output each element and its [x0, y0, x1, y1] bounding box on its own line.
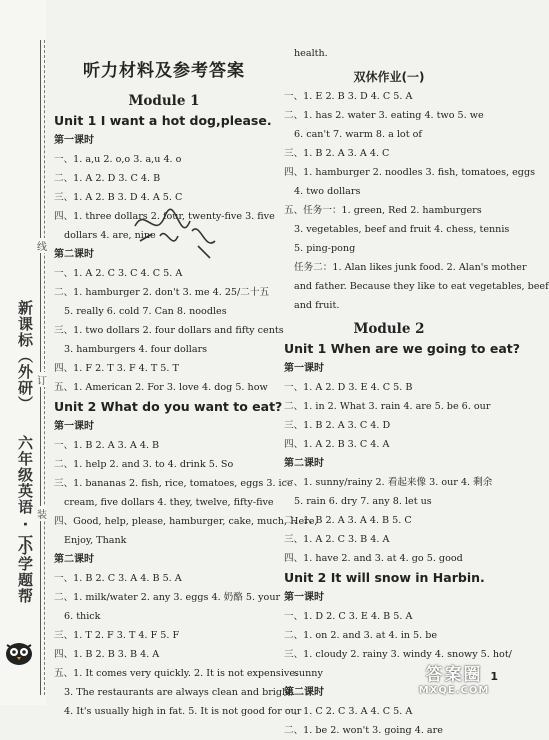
unit-1-title: Unit 1 I want a hot dog,please. [54, 113, 272, 128]
answer-line: 3. The restaurants are always clean and bright. [64, 687, 296, 698]
lesson-2-heading: 第二课时 [284, 687, 324, 698]
watermark-bottom: MXQE.COM [418, 685, 490, 696]
answer-line: sunny [294, 668, 323, 679]
lesson-1-heading: 第一课时 [284, 592, 324, 603]
unit-2-title: Unit 2 What do you want to eat? [54, 399, 283, 414]
grade-label: 六年级英语 · 下 [16, 435, 34, 551]
unit-2-title: Unit 2 It will snow in Harbin. [284, 570, 485, 585]
binding-margin [0, 0, 46, 705]
page-number: 1 [490, 670, 498, 683]
lesson-2-heading: 第二课时 [54, 249, 94, 260]
answer-line: 二、1. has 2. water 3. eating 4. two 5. we [284, 110, 484, 121]
answer-line: 4. two dollars [294, 186, 361, 197]
answer-line: 一、1. D 2. C 3. E 4. B 5. A [284, 611, 413, 622]
answer-line: 二、1. A 2. D 3. C 4. B [54, 173, 161, 184]
answer-line: 三、1. B 2. A 3. C 4. D [284, 420, 391, 431]
answer-line: 6. can't 7. warm 8. a lot of [294, 129, 422, 140]
answer-line: 一、1. A 2. D 3. E 4. C 5. B [284, 382, 413, 393]
answer-line: 四、Good, help, please, hamburger, cake, much, Here, [54, 516, 318, 527]
edition-label: 新课标（外研） [16, 300, 34, 412]
right-column [284, 0, 549, 740]
answer-line: 一、1. E 2. B 3. D 4. C 5. A [284, 91, 413, 102]
lesson-1-heading: 第一课时 [54, 135, 94, 146]
answer-line: 3. hamburgers 4. four dollars [64, 344, 208, 355]
answer-line: 一、1. B 2. A 3. A 4. B [54, 440, 160, 451]
answer-line: 三、1. cloudy 2. rainy 3. windy 4. snowy 5. hot/ [284, 649, 512, 660]
answer-line: 五、1. It comes very quickly. 2. It is not expensive. [54, 668, 299, 679]
answer-line: 一、1. a,u 2. o,o 3. a,u 4. o [54, 154, 182, 165]
answer-line: Enjoy, Thank [64, 535, 127, 546]
answer-line: 四、1. F 2. T 3. F 4. T 5. T [54, 363, 179, 374]
margin-rule [40, 40, 41, 695]
answer-line: 5. ping-pong [294, 243, 356, 254]
cut-line [44, 40, 45, 695]
answer-line: cream, five dollars 4. they, twelve, fifty-five [64, 497, 274, 508]
answer-line: 三、1. bananas 2. fish, rice, tomatoes, eggs 3. ice [54, 478, 293, 489]
answer-line: 五、1. American 2. For 3. love 4. dog 5. how [54, 382, 268, 393]
answer-line: 四、1. A 2. B 3. C 4. A [284, 439, 390, 450]
module-2-title: Module 2 [353, 321, 425, 337]
answer-line: 四、1. have 2. and 3. at 4. go 5. good [284, 553, 463, 564]
answer-line: 一、1. A 2. C 3. C 4. C 5. A [54, 268, 183, 279]
answer-line: dollars 4. are, nine [64, 230, 156, 241]
answer-line: 三、1. two dollars 2. four dollars and fifty cents [54, 325, 284, 336]
cut-mark-xian: 线 [37, 238, 47, 253]
lesson-2-heading: 第二课时 [284, 458, 324, 469]
answer-line: 任务二：1. Alan likes junk food. 2. Alan's mother [294, 262, 527, 273]
answer-line: 四、1. hamburger 2. noodles 3. fish, tomatoes, eggs [284, 167, 536, 178]
weekend-homework-title: 双休作业(一) [353, 70, 425, 84]
answer-line: 二、1. in 2. What 3. rain 4. are 5. be 6. our [284, 401, 491, 412]
answer-line: 三、1. T 2. F 3. T 4. F 5. F [54, 630, 180, 641]
answer-line: 三、1. B 2. A 3. A 4. C [284, 148, 390, 159]
answer-line: 二、1. B 2. A 3. A 4. B 5. C [284, 515, 412, 526]
answer-line: 二、1. on 2. and 3. at 4. in 5. be [284, 630, 438, 641]
answer-line: 二、1. milk/water 2. any 3. eggs 4. 奶酪 5. your [54, 592, 281, 603]
lesson-1-heading: 第一课时 [54, 421, 94, 432]
answer-line: 5. rain 6. dry 7. any 8. let us [294, 496, 432, 507]
answer-line: 二、1. hamburger 2. don't 3. me 4. 25/二十五 [54, 287, 270, 298]
answer-line: and father. Because they like to eat vegetables, beef [294, 281, 549, 292]
watermark-top: 答案圈 [425, 665, 483, 685]
answer-line: health. [294, 48, 328, 59]
cut-mark-zhuang: 装 [37, 506, 47, 521]
answer-line: 3. vegetables, beef and fruit 4. chess, tennis [294, 224, 510, 235]
watermark [410, 665, 498, 704]
answer-line: 二、1. help 2. and 3. to 4. drink 5. So [54, 459, 234, 470]
answer-line: 四、1. B 2. B 3. B 4. A [54, 649, 160, 660]
answer-line: 一、1. B 2. C 3. A 4. B 5. A [54, 573, 182, 584]
answer-line: 一、1. sunny/rainy 2. 看起来像 3. our 4. 剩余 [284, 477, 493, 488]
answer-line: 四、1. three dollars 2. four, twenty-five 3. five [54, 211, 275, 222]
handwriting-scribble-icon [130, 196, 220, 266]
answer-line: 6. thick [64, 611, 101, 622]
answer-line: 5. really 6. cold 7. Can 8. noodles [64, 306, 227, 317]
unit-1-title: Unit 1 When are we going to eat? [284, 341, 521, 356]
answer-line: 三、1. A 2. C 3. B 4. A [284, 534, 390, 545]
series-name: 小学题帮 [16, 540, 34, 604]
lesson-2-heading: 第二课时 [54, 554, 94, 565]
answer-line: and fruit. [294, 300, 340, 311]
answer-line: 4. It's usually high in fat. 5. It is not good for our [64, 706, 302, 717]
answer-line: 三、1. A 2. B 3. D 4. A 5. C [54, 192, 183, 203]
answer-line: 二、1. be 2. won't 3. going 4. are [284, 725, 443, 736]
answer-line: 五、任务一：1. green, Red 2. hamburgers [284, 205, 482, 216]
lesson-1-heading: 第一课时 [284, 363, 324, 374]
cut-mark-ding: 订 [37, 372, 47, 387]
owl-logo-icon [3, 640, 35, 666]
module-1-title: Module 1 [128, 93, 200, 109]
answer-line: 一、1. C 2. C 3. A 4. C 5. A [284, 706, 413, 717]
page-title: 听力材料及参考答案 [83, 61, 245, 81]
